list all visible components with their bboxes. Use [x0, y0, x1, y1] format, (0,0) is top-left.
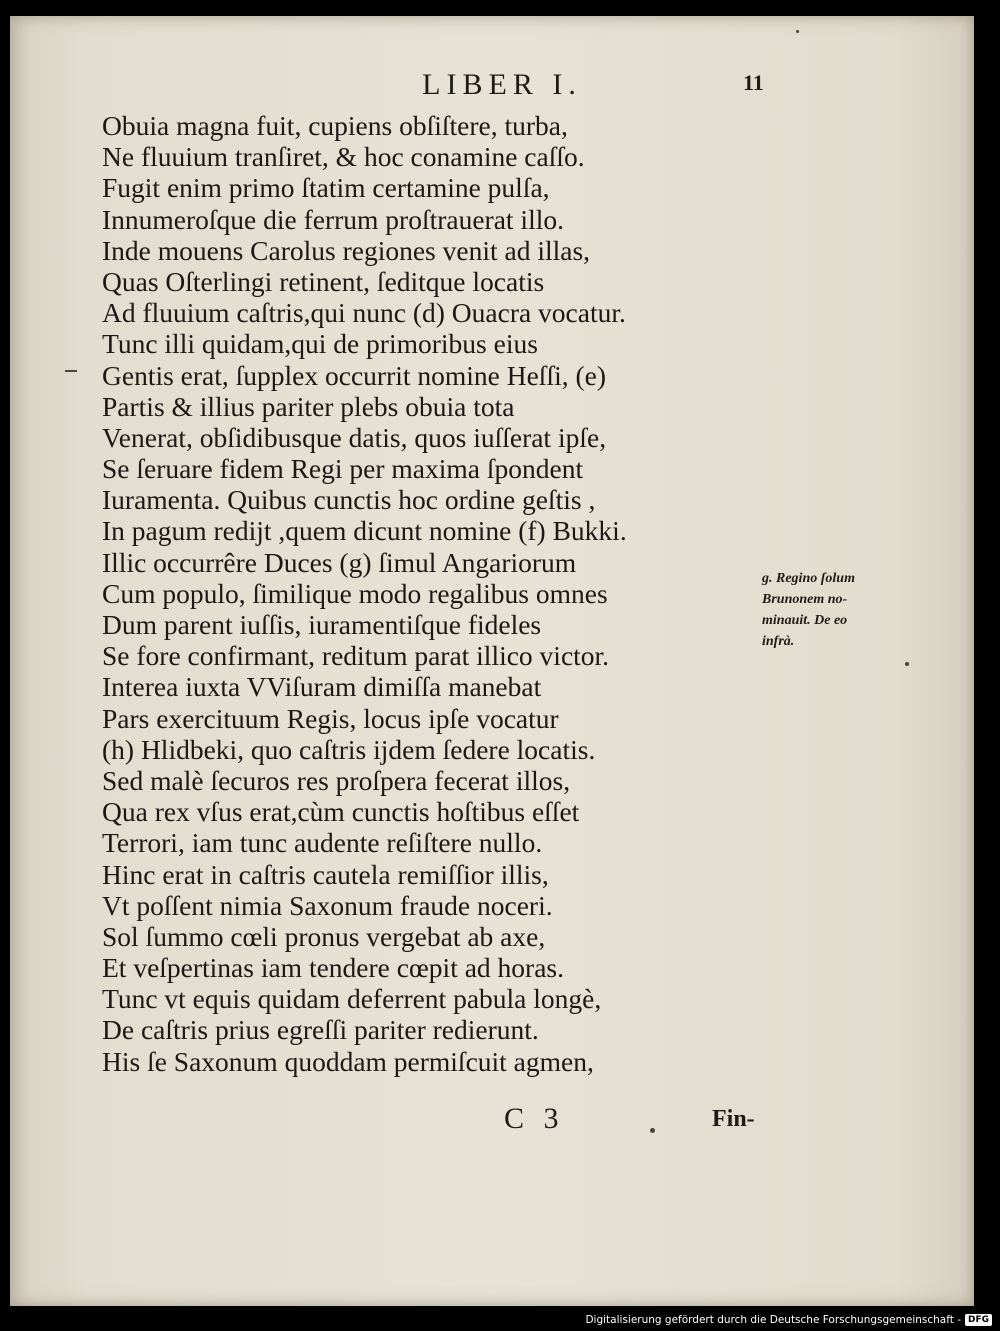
digitization-credit	[585, 1311, 992, 1329]
page-number: 11	[743, 70, 764, 95]
running-head: LIBER I.	[422, 68, 582, 101]
verse-line: Terrori, iam tunc audente reſiſtere nullo.	[102, 827, 543, 859]
verse-line: Obuia magna fuit, cupiens obſiſtere, turba,	[102, 110, 568, 141]
verse-line: Inde mouens Carolus regiones venit ad illas,	[102, 234, 591, 266]
verse-line: Se ſeruare fidem Regi per maxima ſpondent	[102, 453, 584, 485]
marginal-note-line: Brunonem no-	[762, 592, 848, 607]
paper-speck	[650, 1128, 655, 1133]
verse-line: Tunc vt equis quidam deferrent pabula longè,	[102, 983, 602, 1015]
paper-speck	[65, 370, 77, 372]
verse-text	[102, 110, 627, 1077]
verse-line: Illic occurrêre Duces (g) ſimul Angariorum	[102, 546, 577, 578]
verse-line: Venerat, obſidibusque datis, quos iuſſerat ipſe,	[102, 421, 607, 453]
paper-speck	[796, 30, 799, 33]
verse-line: Ad fluuium caſtris,qui nunc (d) Ouacra vocatur.	[102, 297, 626, 329]
verse-line: Partis & illius pariter plebs obuia tota	[102, 390, 515, 422]
verse-line: Qua rex vſus erat,cùm cunctis hoſtibus eſſet	[102, 796, 580, 828]
credit-text: Digitalisierung gefördert durch die Deutsche Forschungsgemeinschaft -	[585, 1314, 961, 1326]
paper-speck	[905, 662, 909, 666]
verse-line: Vt poſſent nimia Saxonum fraude noceri.	[102, 889, 553, 921]
verse-line: Sol ſummo cœli pronus vergebat ab axe,	[102, 920, 546, 952]
marginal-note-line: g. Regino ſolum	[762, 571, 855, 586]
verse-line: In pagum redijt ,quem dicunt nomine (f) Bukki.	[102, 515, 627, 547]
verse-line: His ſe Saxonum quoddam permiſcuit agmen,	[102, 1045, 594, 1077]
verse-line: Sed malè ſecuros res proſpera fecerat illos,	[102, 764, 571, 796]
verse-line: Se fore confirmant, reditum parat illico victor.	[102, 640, 610, 672]
marginal-note-line: infrà.	[762, 634, 795, 649]
verse-line: Tunc illi quidam,qui de primoribus eius	[102, 328, 538, 360]
book-page	[10, 16, 974, 1306]
verse-line: (h) Hlidbeki, quo caſtris ijdem ſedere locatis.	[102, 733, 596, 765]
verse-line: Fugit enim primo ſtatim certamine pulſa,	[102, 172, 550, 204]
verse-line: Innumeroſque die ferrum proſtrauerat illo.	[102, 203, 564, 235]
marginal-note	[762, 568, 922, 652]
verse-line: Et veſpertinas iam tendere cœpit ad horas.	[102, 952, 564, 984]
verse-line: Iuramenta. Quibus cunctis hoc ordine geſtis ,	[102, 484, 596, 516]
verse-line: Interea iuxta VViſuram dimiſſa manebat	[102, 671, 542, 703]
verse-line: Dum parent iuſſis, iuramentiſque fideles	[102, 609, 542, 640]
verse-line: Cum populo, ſimilique modo regalibus omnes	[102, 577, 608, 609]
verse-line: Pars exercituum Regis, locus ipſe vocatur	[102, 702, 559, 734]
verse-line: Hinc erat in caſtris cautela remiſſior illis,	[102, 858, 549, 890]
signature-mark: C 3	[504, 1102, 565, 1135]
dfg-logo: DFG	[965, 1314, 992, 1326]
catchword: Fin-	[712, 1106, 755, 1132]
marginal-note-line: minauit. De eo	[762, 613, 848, 628]
verse-line: Quas Oſterlingi retinent, ſeditque locatis	[102, 265, 545, 297]
verse-line: Gentis erat, ſupplex occurrit nomine Heſſi, (e)	[102, 359, 606, 391]
verse-line: Ne fluuium tranſiret, & hoc conamine caſſo.	[102, 141, 585, 173]
verse-line: De caſtris prius egreſſi pariter redierunt.	[102, 1014, 539, 1046]
